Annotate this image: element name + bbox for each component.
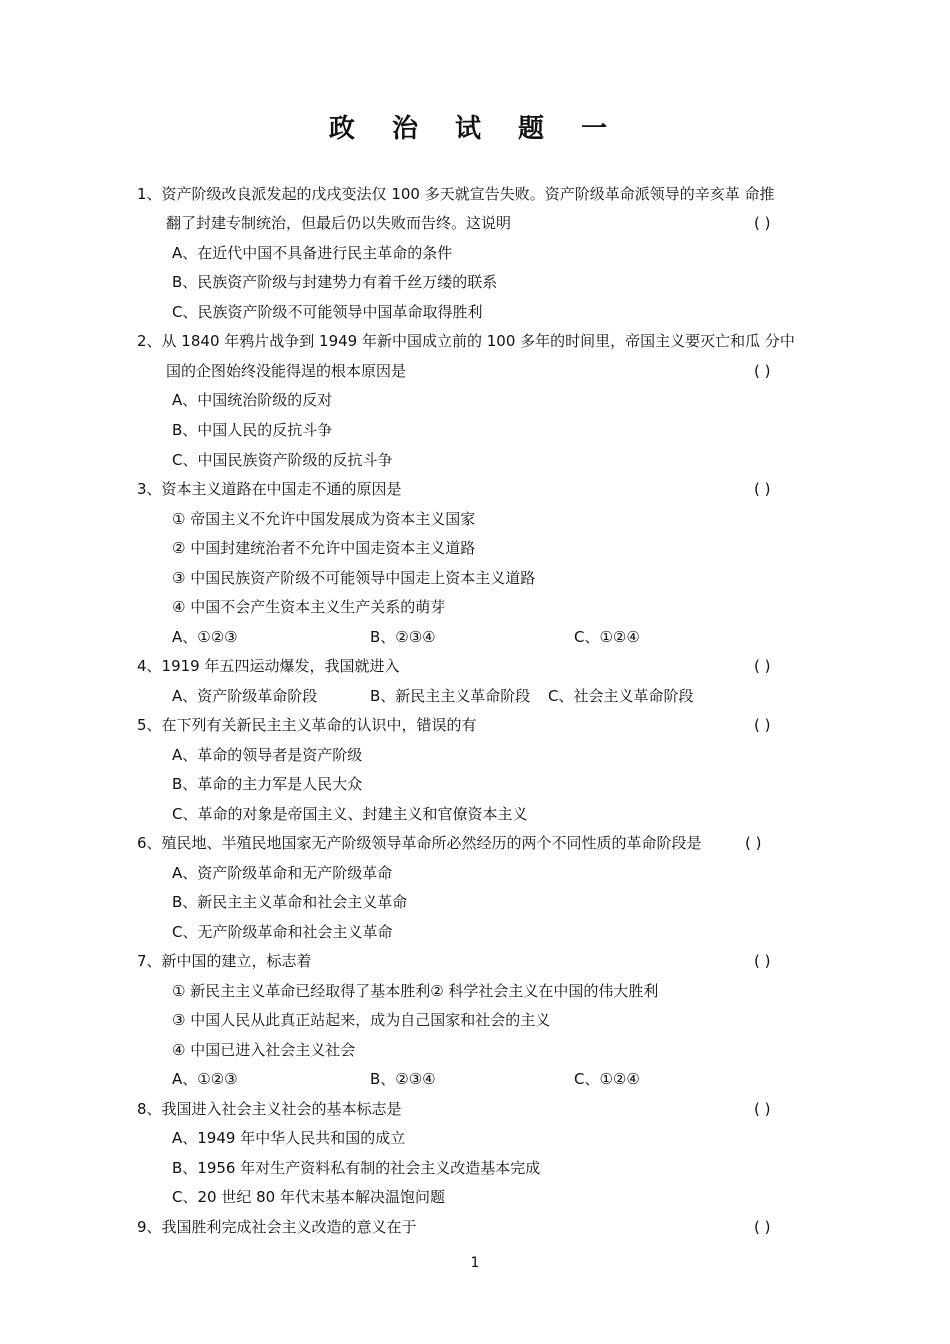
question-1-option-a: A、在近代中国不具备进行民主革命的条件 xyxy=(172,244,453,262)
question-1-stem: 1、资产阶级改良派发起的戊戌变法仅 100 多天就宣告失败。资产阶级革命派领导的辛亥革 命推 xyxy=(137,185,775,203)
question-2-option-a: A、中国统治阶级的反对 xyxy=(172,391,333,409)
question-7-choice-c: C、①②④ xyxy=(574,1070,640,1088)
question-3-item-3: ③ 中国民族资产阶级不可能领导中国走上资本主义道路 xyxy=(172,569,536,587)
question-8-option-b: B、1956 年对生产资料私有制的社会主义改造基本完成 xyxy=(172,1159,541,1177)
page-number: 1 xyxy=(470,1255,480,1271)
question-8-option-c: C、20 世纪 80 年代末基本解决温饱问题 xyxy=(172,1188,445,1206)
question-1-option-b: B、民族资产阶级与封建势力有着千丝万缕的联系 xyxy=(172,273,498,291)
question-5-option-b: B、革命的主力军是人民大众 xyxy=(172,775,363,793)
question-8-option-a: A、1949 年中华人民共和国的成立 xyxy=(172,1129,406,1147)
question-4-choice-c: C、社会主义革命阶段 xyxy=(548,687,694,705)
question-5-answer-bracket: ( ) xyxy=(754,716,771,734)
question-2-stem: 2、从 1840 年鸦片战争到 1949 年新中国成立前的 100 多年的时间里，帝国主义要灭亡和瓜 分中 xyxy=(137,332,795,350)
question-3-choice-c: C、①②④ xyxy=(574,628,640,646)
question-6-option-c: C、无产阶级革命和社会主义革命 xyxy=(172,923,393,941)
question-4-choice-a: A、资产阶级革命阶段 xyxy=(172,687,318,705)
question-5-option-c: C、革命的对象是帝国主义、封建主义和官僚资本主义 xyxy=(172,805,528,823)
question-3-choice-a: A、①②③ xyxy=(172,628,238,646)
question-1-option-c: C、民族资产阶级不可能领导中国革命取得胜利 xyxy=(172,303,483,321)
question-7-choice-b: B、②③④ xyxy=(370,1070,436,1088)
question-7-item-4: ④ 中国已进入社会主义社会 xyxy=(172,1041,356,1059)
question-2-stem-continued: 国的企图始终没能得逞的根本原因是 xyxy=(166,362,407,380)
page-title: 政 治 试 题 一 xyxy=(328,114,622,144)
question-4-stem: 4、1919 年五四运动爆发，我国就进入 xyxy=(137,657,400,675)
question-8-answer-bracket: ( ) xyxy=(754,1100,771,1118)
question-3-choice-b: B、②③④ xyxy=(370,628,436,646)
question-3-answer-bracket: ( ) xyxy=(754,480,771,498)
question-6-answer-bracket: ( ) xyxy=(745,834,762,852)
question-7-answer-bracket: ( ) xyxy=(754,952,771,970)
question-9-answer-bracket: ( ) xyxy=(754,1218,771,1236)
question-7-item-3: ③ 中国人民从此真正站起来，成为自己国家和社会的主义 xyxy=(172,1011,551,1029)
question-3-item-2: ② 中国封建统治者不允许中国走资本主义道路 xyxy=(172,539,476,557)
question-7-item-1: ① 新民主主义革命已经取得了基本胜利② 科学社会主义在中国的伟大胜利 xyxy=(172,982,659,1000)
question-6-option-b: B、新民主主义革命和社会主义革命 xyxy=(172,893,408,911)
question-2-option-b: B、中国人民的反抗斗争 xyxy=(172,421,333,439)
question-4-choice-b: B、新民主主义革命阶段 xyxy=(370,687,531,705)
question-1-answer-bracket: ( ) xyxy=(754,214,771,232)
question-3-item-4: ④ 中国不会产生资本主义生产关系的萌芽 xyxy=(172,598,446,616)
question-9-stem: 9、我国胜利完成社会主义改造的意义在于 xyxy=(137,1218,417,1236)
question-3-item-1: ① 帝国主义不允许中国发展成为资本主义国家 xyxy=(172,510,476,528)
question-2-answer-bracket: ( ) xyxy=(754,362,771,380)
question-5-option-a: A、革命的领导者是资产阶级 xyxy=(172,746,363,764)
question-6-option-a: A、资产阶级革命和无产阶级革命 xyxy=(172,864,393,882)
question-8-stem: 8、我国进入社会主义社会的基本标志是 xyxy=(137,1100,402,1118)
question-1-stem-continued: 翻了封建专制统治，但最后仍以失败而告终。这说明 xyxy=(166,214,512,232)
question-7-stem: 7、新中国的建立，标志着 xyxy=(137,952,312,970)
question-2-option-c: C、中国民族资产阶级的反抗斗争 xyxy=(172,451,393,469)
question-3-stem: 3、资本主义道路在中国走不通的原因是 xyxy=(137,480,402,498)
question-7-choice-a: A、①②③ xyxy=(172,1070,238,1088)
question-6-stem: 6、殖民地、半殖民地国家无产阶级领导革命所必然经历的两个不同性质的革命阶段是 xyxy=(137,834,702,852)
question-5-stem: 5、在下列有关新民主主义革命的认识中，错误的有 xyxy=(137,716,477,734)
question-4-answer-bracket: ( ) xyxy=(754,657,771,675)
